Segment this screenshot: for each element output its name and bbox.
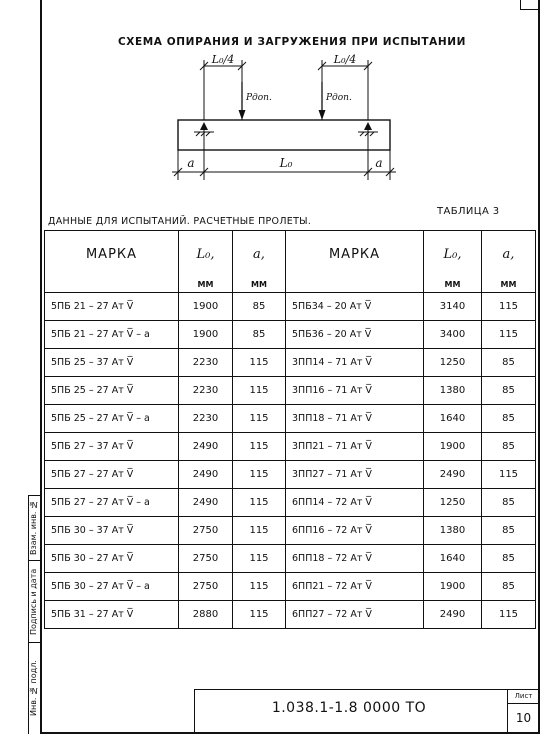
support-cell: 115 [233, 377, 286, 405]
span-cell-2: 3140 [424, 293, 482, 321]
sheet-label: Лист [514, 692, 533, 700]
loading-scheme-diagram [170, 52, 400, 184]
side-stamp-divider [28, 560, 40, 561]
quarter-span-left-label: L₀/4 [211, 53, 235, 66]
span-cell: 2750 [179, 517, 233, 545]
support-cell: 115 [233, 545, 286, 573]
units-support-2: ММ [482, 277, 536, 293]
side-stamp-divider [28, 642, 40, 643]
span-cell: 2880 [179, 601, 233, 629]
span-cell: 2750 [179, 573, 233, 601]
mark-cell-2: 6ПП16 – 72 Aт V̅ [286, 517, 424, 545]
span-cell-2: 2490 [424, 601, 482, 629]
document-code: 1.038.1-1.8 0000 ТО [271, 700, 427, 716]
support-cell: 115 [233, 573, 286, 601]
table-row [45, 517, 536, 545]
mark-cell: 5ПБ 30 – 37 Aт V̅ [45, 517, 179, 545]
support-cell: 115 [233, 349, 286, 377]
span-cell-2: 3400 [424, 321, 482, 349]
span-cell: 2490 [179, 433, 233, 461]
quarter-span-right-label: L₀/4 [333, 53, 357, 66]
load-right-label: Pдоп. [326, 93, 352, 103]
table-row [45, 545, 536, 573]
header-support: a, [233, 231, 286, 278]
header-span: L₀, [179, 231, 233, 278]
span-cell: 2230 [179, 349, 233, 377]
mark-cell: 5ПБ 25 – 27 Aт V̅ [45, 377, 179, 405]
support-cell-2: 85 [482, 489, 536, 517]
units-span: ММ [179, 277, 233, 293]
table-row [45, 433, 536, 461]
mark-cell: 5ПБ 30 – 27 Aт V̅ [45, 545, 179, 573]
scheme-title: СХЕМА ОПИРАНИЯ И ЗАГРУЖЕНИЯ ПРИ ИСПЫТАНИИ [117, 36, 467, 48]
table-row [45, 405, 536, 433]
mark-cell: 5ПБ 27 – 37 Aт V̅ [45, 433, 179, 461]
span-cell: 2490 [179, 489, 233, 517]
side-stamp-replacement-inventory: Взам. инв. № [29, 500, 38, 556]
table-row [45, 293, 536, 321]
span-cell-2: 1640 [424, 545, 482, 573]
support-cell-2: 85 [482, 377, 536, 405]
support-cell: 115 [233, 461, 286, 489]
support-cell-2: 85 [482, 405, 536, 433]
support-left-label: a [187, 156, 195, 170]
span-cell: 2230 [179, 405, 233, 433]
units-blank [45, 277, 179, 293]
table-row [45, 601, 536, 629]
span-cell-2: 1900 [424, 573, 482, 601]
support-cell-2: 115 [482, 601, 536, 629]
support-cell: 115 [233, 405, 286, 433]
header-mark: МАРКА [45, 231, 179, 278]
data-caption: ДАННЫЕ ДЛЯ ИСПЫТАНИЙ. РАСЧЕТНЫЕ ПРОЛЕТЫ. [48, 216, 312, 227]
support-cell-2: 85 [482, 349, 536, 377]
mark-cell: 5ПБ 21 – 27 Aт V̅ [45, 293, 179, 321]
support-cell-2: 85 [482, 573, 536, 601]
mark-cell-2: 3ПП21 – 71 Aт V̅ [286, 433, 424, 461]
mark-cell-2: 3ПП18 – 71 Aт V̅ [286, 405, 424, 433]
corner-box [520, 0, 540, 10]
span-cell-2: 2490 [424, 461, 482, 489]
mark-cell-2: 5ПБ34 – 20 Aт V̅ [286, 293, 424, 321]
support-cell: 115 [233, 601, 286, 629]
support-cell-2: 115 [482, 461, 536, 489]
sheet-number: 10 [515, 711, 532, 725]
table-header-row [45, 231, 536, 278]
support-cell-2: 85 [482, 517, 536, 545]
mark-cell: 5ПБ 27 – 27 Aт V̅ [45, 461, 179, 489]
mark-cell-2: 6ПП14 – 72 Aт V̅ [286, 489, 424, 517]
support-cell-2: 85 [482, 545, 536, 573]
header-support-2: a, [482, 231, 536, 278]
mark-cell: 5ПБ 30 – 27 Aт V̅ – a [45, 573, 179, 601]
test-data-table [44, 230, 536, 629]
mark-cell: 5ПБ 31 – 27 Aт V̅ [45, 601, 179, 629]
span-cell: 1900 [179, 321, 233, 349]
span-cell: 2750 [179, 545, 233, 573]
support-cell-2: 115 [482, 321, 536, 349]
mark-cell: 5ПБ 25 – 37 Aт V̅ [45, 349, 179, 377]
mark-cell-2: 5ПБ36 – 20 Aт V̅ [286, 321, 424, 349]
span-cell-2: 1250 [424, 489, 482, 517]
units-support: ММ [233, 277, 286, 293]
mark-cell-2: 6ПП18 – 72 Aт V̅ [286, 545, 424, 573]
load-left-label: Pдоп. [246, 93, 272, 103]
units-span-2: ММ [424, 277, 482, 293]
span-cell-2: 1640 [424, 405, 482, 433]
units-blank-2 [286, 277, 424, 293]
table-row [45, 377, 536, 405]
support-cell: 115 [233, 489, 286, 517]
mark-cell: 5ПБ 27 – 27 Aт V̅ – a [45, 489, 179, 517]
support-cell-2: 115 [482, 293, 536, 321]
mark-cell: 5ПБ 21 – 27 Aт V̅ – a [45, 321, 179, 349]
table-row [45, 321, 536, 349]
side-stamp-original-inventory: Инв. № подл. [29, 660, 38, 716]
mark-cell-2: 3ПП27 – 71 Aт V̅ [286, 461, 424, 489]
header-span-2: L₀, [424, 231, 482, 278]
span-cell: 2230 [179, 377, 233, 405]
sheet-cell-divider [507, 703, 540, 704]
mark-cell: 5ПБ 25 – 27 Aт V̅ – a [45, 405, 179, 433]
span-cell-2: 1380 [424, 517, 482, 545]
side-stamp-signature-date: Подпись и дата [29, 568, 38, 635]
table-row [45, 349, 536, 377]
mark-cell-2: 6ПП27 – 72 Aт V̅ [286, 601, 424, 629]
support-cell: 115 [233, 517, 286, 545]
span-label: L₀ [279, 156, 293, 170]
support-right-label: a [375, 156, 383, 170]
table-row [45, 489, 536, 517]
support-cell: 115 [233, 433, 286, 461]
span-cell: 2490 [179, 461, 233, 489]
span-cell-2: 1380 [424, 377, 482, 405]
support-cell: 85 [233, 293, 286, 321]
span-cell: 1900 [179, 293, 233, 321]
span-cell-2: 1250 [424, 349, 482, 377]
support-cell-2: 85 [482, 433, 536, 461]
table-row [45, 573, 536, 601]
table-units-row [45, 277, 536, 293]
mark-cell-2: 6ПП21 – 72 Aт V̅ [286, 573, 424, 601]
table-caption: ТАБЛИЦА 3 [437, 206, 500, 217]
support-cell: 85 [233, 321, 286, 349]
header-mark-2: МАРКА [286, 231, 424, 278]
mark-cell-2: 3ПП16 – 71 Aт V̅ [286, 377, 424, 405]
table-row [45, 461, 536, 489]
span-cell-2: 1900 [424, 433, 482, 461]
mark-cell-2: 3ПП14 – 71 Aт V̅ [286, 349, 424, 377]
